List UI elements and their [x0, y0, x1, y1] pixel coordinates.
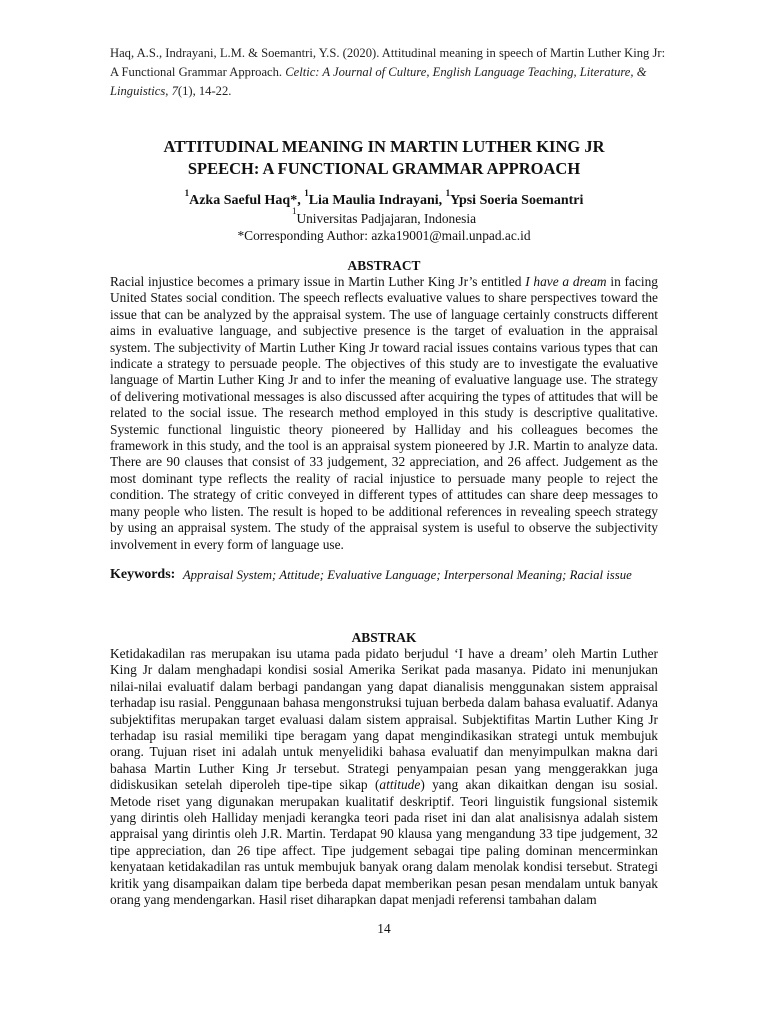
citation-text: Haq, A.S., Indrayani, L.M. & Soemantri, Y.S. (2020). Attitudinal meaning in speech of Martin Luther King Jr: A Functional Grammar Approach. — [110, 46, 666, 79]
paper-title-line-2: SPEECH: A FUNCTIONAL GRAMMAR APPROACH — [187, 159, 581, 178]
paper-title — [100, 136, 668, 180]
keywords — [110, 567, 658, 584]
abstract-text-start: Racial injustice becomes a primary issue in Martin Luther King Jr’s entitled — [110, 274, 526, 289]
abstract-body — [110, 274, 658, 553]
journal-volume: 7 — [171, 84, 178, 98]
affiliation-mark: 1 — [291, 206, 297, 216]
author-2-affiliation-mark: 1 — [304, 188, 309, 198]
citation — [110, 44, 670, 101]
abstract-heading: ABSTRACT — [347, 258, 421, 273]
corresponding-author: *Corresponding Author: azka19001@mail.unpad.ac.id — [237, 228, 531, 243]
affiliation-text: Universitas Padjajaran, Indonesia — [296, 211, 477, 226]
author-3: Ypsi Soeria Soemantri — [450, 193, 584, 208]
author-2: Lia Maulia Indrayani, — [308, 193, 446, 208]
paper-title-line-1: ATTITUDINAL MEANING IN MARTIN LUTHER KING JR — [163, 137, 605, 156]
keywords-label: Keywords: — [110, 567, 179, 582]
page-number: 14 — [377, 921, 391, 936]
author-list — [100, 188, 668, 210]
keywords-text: Appraisal System; Attitude; Evaluative Language; Interpersonal Meaning; Racial issue — [182, 568, 632, 582]
abstrak-text-start: Ketidakadilan ras merupakan isu utama pada pidato berjudul ‘I have a dream’ oleh Martin Luther King Jr dalam menghadapi kondisi sosial Amerika Serikat pada masanya. Pidato ini menunjukan nilai-nilai evaluatif dalam berbagi pandangan yang dapat dianalisis menggunakan sistem appraisal terhadap isu rasial. Penggunaan bahasa mengonstruksi tujuan berbeda dalam bahasa evaluatif. Adanya subjektifitas merupakan target evaluasi dalam sistem appraisal. Subjektifitas Martin Luther King Jr terhadap isu rasial memiliki tipe beragam yang dapat mengindikasikan strategi untuk membujuk orang. Tujuan riset ini adalah untuk menyelidiki bahasa evaluatif dan menyimpulkan makna dari bahasa Martin Luther King Jr tersebut. Strategi penyampaian pesan yang menggerakkan juga didiskusikan setelah diperoleh tipe-tipe sikap ( — [110, 646, 658, 793]
author-1: Azka Saeful Haq*, — [189, 193, 305, 208]
abstract-text-rest: in facing United States social condition. The speech reflects evaluative values to share perspectives toward the issue that can be analyzed by the appraisal system. The use of language certainly constructs different aims in evaluative language, and subjective presence is the target of evaluation in the appraisal system. The subjectivity of Martin Luther King Jr toward racial issues contains various types that can indicate a strategy to persuade people. The objectives of this study are to investigate the evaluative language of Martin Luther King Jr and to infer the meaning of evaluative language use. The strategy of delivering motivational messages is also discussed after acquiring the types of attitudes that will be related to the social issue. The research method employed in this study is descriptive qualitative. Systemic functional linguistic theory pioneered by Halliday and his colleagues becomes the framework in this study, and the tool is an appraisal system pioneered by J.R. Martin to analyze data. There are 90 clauses that consist of 33 judgement, 32 appreciation, and 26 affect. Judgement as the most dominant type reflects the reality of racial injustice to persuade many people to reject the condition. The strategy of critic conveyed in different types of attitudes can share deep messages to many people who listen. The result is hoped to be additional references in revealing speech strategy by using an appraisal system. The study of the appraisal system is useful to observe the subjectivity involvement in every form of language use. — [110, 274, 658, 552]
author-3-affiliation-mark: 1 — [445, 188, 451, 198]
journal-name: Celtic: A Journal of Culture, English Language Teaching, Literature, & Linguistics — [110, 65, 647, 98]
abstrak-body — [110, 646, 658, 909]
author-1-affiliation-mark: 1 — [184, 188, 190, 198]
citation-volume-separator: , — [165, 84, 172, 98]
speech-title: I have a dream — [525, 274, 607, 289]
affiliation — [100, 206, 668, 227]
abstrak-italic-term: attitude — [379, 777, 421, 793]
abstrak-text-rest: ) yang akan dikaitkan dengan isu sosial. Metode riset yang digunakan merupakan kualitatif deskriptif. Teori linguistik fungsional sistemik yang dirintis oleh Halliday menjadi kerangka teori pada riset ini dan alat analisisnya adalah sistem appraisal yang dirintis oleh J.R. Martin. Terdapat 90 klausa yang mengandung 33 tipe judgement, 32 tipe appreciation, dan 26 tipe affect. Tipe judgement sebagai tipe paling dominan mencerminkan kenyataan ketidakadilan ras untuk membujuk banyak orang dalam menolak kondisi tersebut. Strategi kritik yang disampaikan dalam tipe berbeda dapat memberikan pesan pesan mendalam untuk banyak orang yang mendengarkan. Hasil riset diharapkan dapat menjadi referensi tambahan dalam — [110, 777, 658, 908]
journal-issue-pages: (1), 14-22. — [177, 84, 232, 98]
abstrak-heading: ABSTRAK — [351, 630, 417, 645]
